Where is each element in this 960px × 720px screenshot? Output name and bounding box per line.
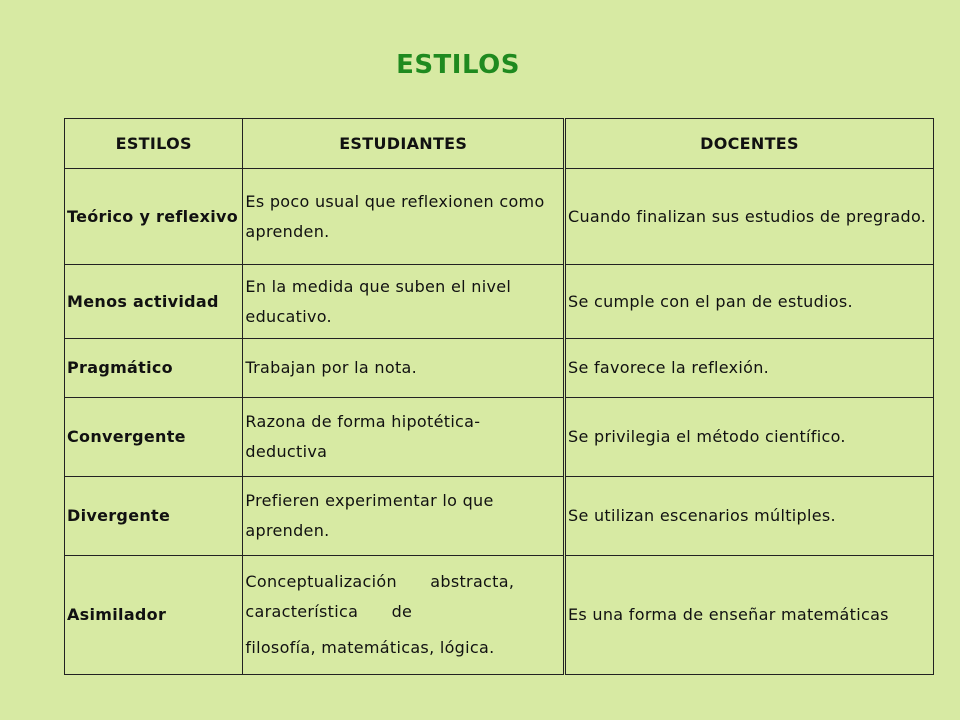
row-teachers-cell: Es una forma de enseñar matemáticas [565,556,934,675]
row-style-name: Divergente [65,477,243,556]
row-students-cell: En la medida que suben el nivel educativo. [243,265,565,339]
table-row [65,398,934,477]
students-line-1: Conceptualización abstracta, [245,572,515,591]
row-style-name: Pragmático [65,339,243,398]
table-row [65,169,934,265]
row-teachers-cell: Se cumple con el pan de estudios. [565,265,934,339]
styles-table [64,118,934,675]
students-line-3: filosofía, matemáticas, lógica. [245,638,495,657]
row-teachers-cell: Se privilegia el método científico. [565,398,934,477]
row-style-name: Asimilador [65,556,243,675]
table-row [65,265,934,339]
table-row [65,556,934,675]
row-teachers-cell: Cuando finalizan sus estudios de pregrado. [565,169,934,265]
header-estudiantes: ESTUDIANTES [243,119,565,169]
table-row [65,477,934,556]
row-students-cell: Prefieren experimentar lo que aprenden. [243,477,565,556]
page-title: ESTILOS [396,50,520,80]
table-row [65,339,934,398]
row-students-cell: Es poco usual que reflexionen como aprenden. [243,169,565,265]
row-teachers-cell: Se utilizan escenarios múltiples. [565,477,934,556]
header-docentes: DOCENTES [565,119,934,169]
row-style-name: Teórico y reflexivo [65,169,243,265]
table-header-row [65,119,934,169]
row-teachers-cell: Se favorece la reflexión. [565,339,934,398]
row-students-cell: Trabajan por la nota. [243,339,565,398]
row-style-name: Convergente [65,398,243,477]
row-students-cell [243,556,565,675]
row-students-cell: Razona de forma hipotética-deductiva [243,398,565,477]
header-estilos: ESTILOS [65,119,243,169]
students-line-2: característica de [245,602,413,621]
row-style-name: Menos actividad [65,265,243,339]
